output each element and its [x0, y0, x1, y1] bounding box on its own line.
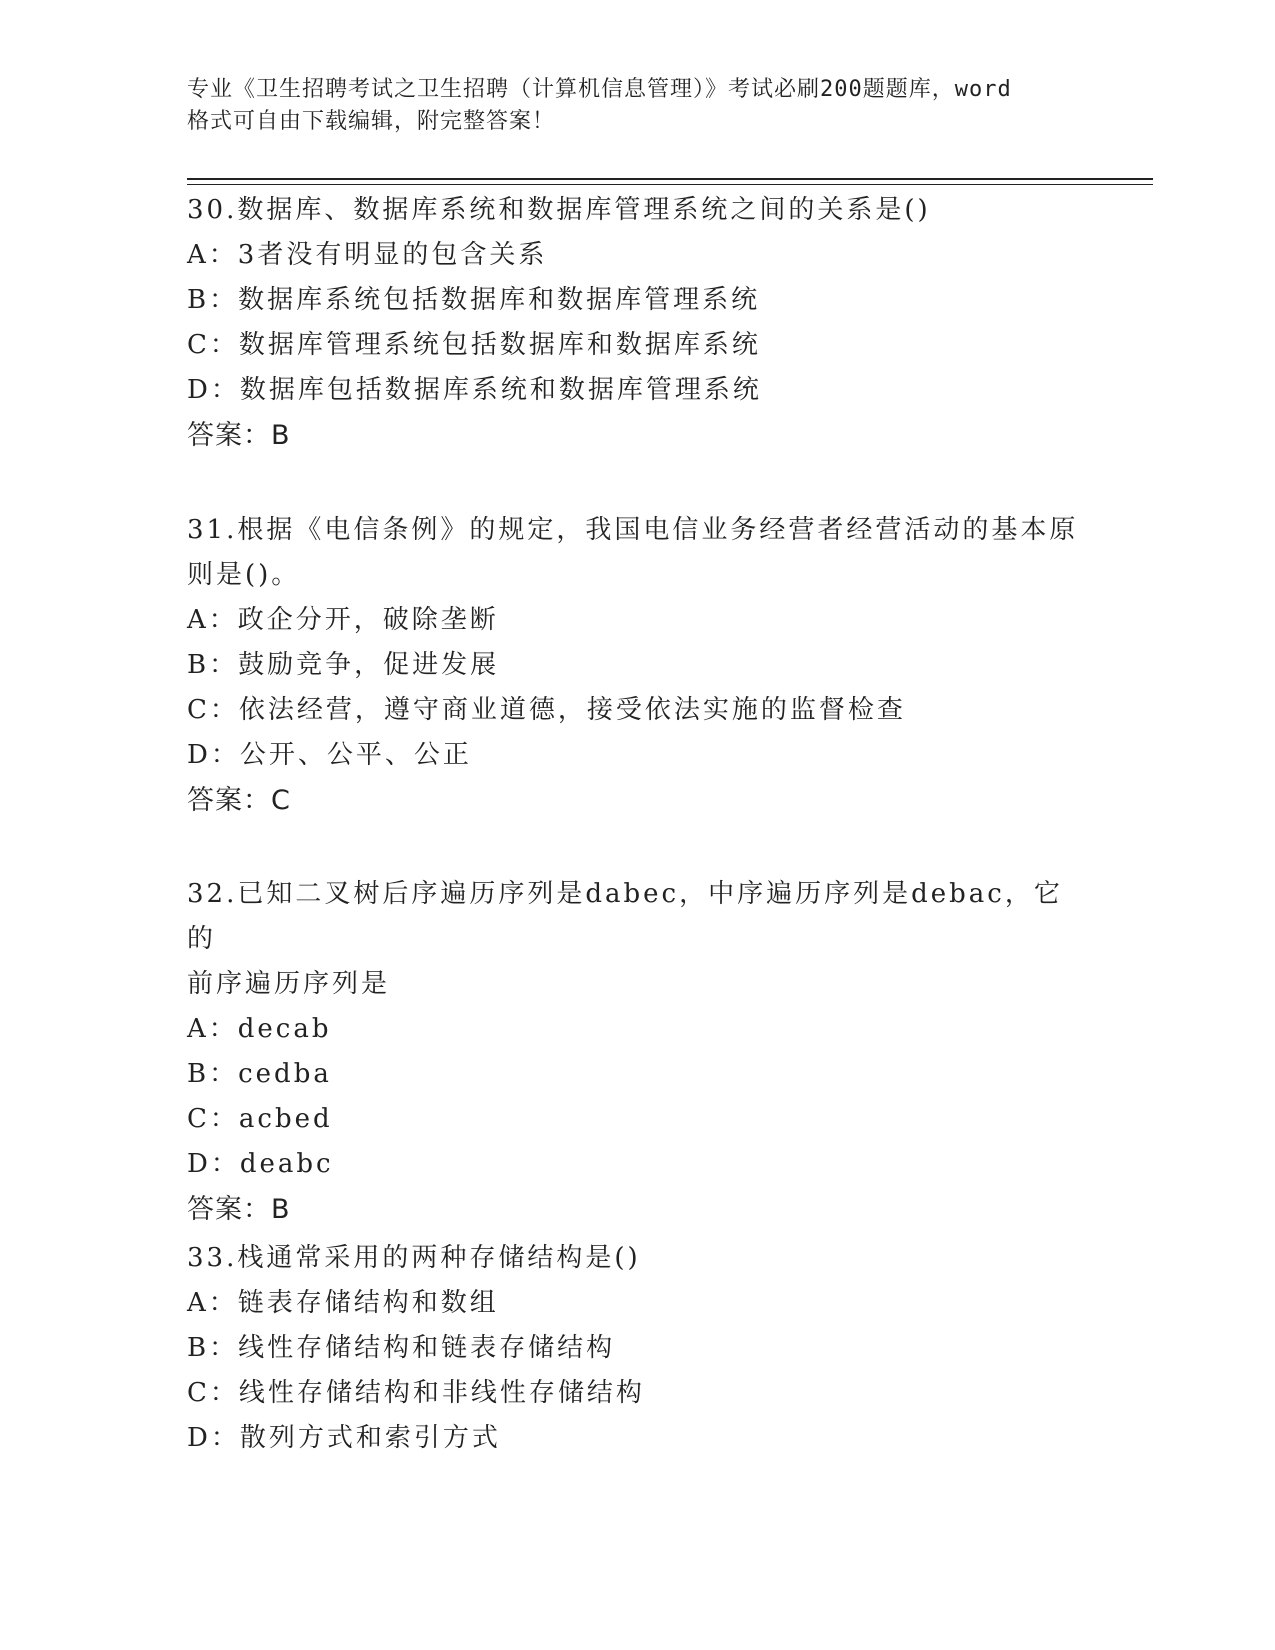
header-divider-thick	[187, 178, 1153, 180]
option-d: D：deabc	[187, 1149, 334, 1179]
option-b: B：线性存储结构和链表存储结构	[187, 1333, 616, 1363]
question-stem-continued: 前序遍历序列是	[187, 969, 391, 999]
option-c: C：依法经营，遵守商业道德，接受依法实施的监督检查	[187, 695, 906, 725]
header-line-2: 格式可自由下载编辑，附完整答案！	[187, 109, 556, 134]
option-c: C：线性存储结构和非线性存储结构	[187, 1378, 645, 1408]
option-b: B：cedba	[187, 1059, 332, 1089]
option-a: A：3者没有明显的包含关系	[187, 240, 548, 270]
option-c: C：数据库管理系统包括数据库和数据库系统	[187, 330, 761, 360]
option-d: D：公开、公平、公正	[187, 740, 472, 770]
option-a: A：政企分开，破除垄断	[187, 605, 499, 635]
option-c: C：acbed	[187, 1104, 333, 1134]
option-a: A：decab	[187, 1014, 332, 1044]
question-stem: 32.已知二叉树后序遍历序列是dabec，中序遍历序列是debac，它的	[187, 879, 1063, 954]
question-stem-continued: 则是()。	[187, 560, 301, 590]
question-32	[187, 872, 1087, 1232]
option-b: B：数据库系统包括数据库和数据库管理系统	[187, 285, 761, 315]
option-b: B：鼓励竞争，促进发展	[187, 650, 500, 680]
question-stem: 33.栈通常采用的两种存储结构是()	[187, 1243, 641, 1273]
option-d: D：数据库包括数据库系统和数据库管理系统	[187, 375, 762, 405]
question-stem: 31.根据《电信条例》的规定，我国电信业务经营者经营活动的基本原	[187, 515, 1079, 545]
answer: 答案：B	[187, 1194, 291, 1225]
question-stem: 30.数据库、数据库系统和数据库管理系统之间的关系是()	[187, 195, 931, 225]
question-31	[187, 508, 1087, 823]
option-d: D：散列方式和索引方式	[187, 1423, 501, 1453]
header-divider-thin	[187, 184, 1153, 185]
header-line-1: 专业《卫生招聘考试之卫生招聘（计算机信息管理）》考试必刷200题题库，word	[187, 77, 1012, 102]
answer: 答案：C	[187, 785, 291, 816]
question-30	[187, 188, 1087, 458]
option-a: A：链表存储结构和数组	[187, 1288, 499, 1318]
document-header	[187, 74, 1087, 138]
question-33	[187, 1236, 1087, 1461]
answer: 答案：B	[187, 420, 291, 451]
